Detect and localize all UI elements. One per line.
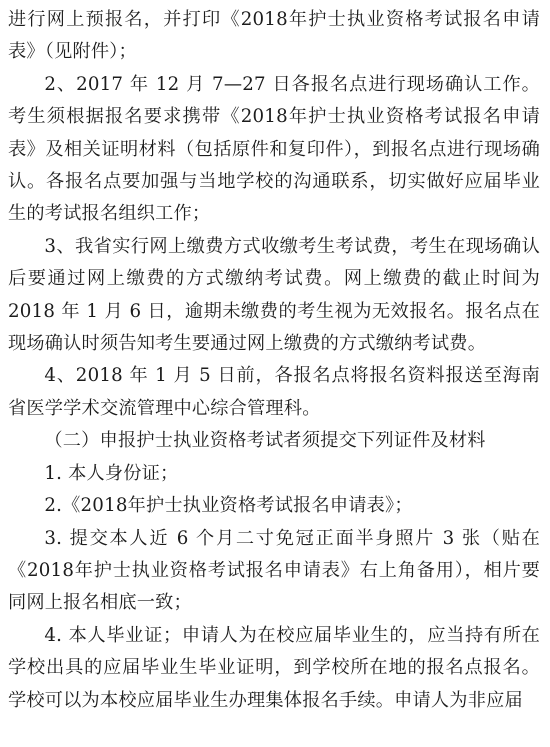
list-item-photos: 3. 提交本人近 6 个月二寸免冠正面半身照片 3 张（贴在《2018年护士执业资格考试报名申请表》右上角备用），相片要同网上报名相底一致； [8, 527, 540, 614]
paragraph-item-2: 2、2017 年 12 月 7—27 日各报名点进行现场确认工作。考生须根据报名要求携带《2018年护士执业资格考试报名申请表》及相关证明材料（包括原件和复印件），到报名点进行现场确认。各报名点要加强与当地学校的沟通联系，切实做好应届毕业生的考试报名组织工作； [8, 73, 540, 225]
list-item-application-form: 2.《2018年护士执业资格考试报名申请表》； [44, 495, 413, 517]
paragraph-continuation: 进行网上预报名，并打印《2018年护士执业资格考试报名申请表》（见附件）； [8, 9, 540, 63]
list-item-id-card: 1. 本人身份证； [44, 462, 179, 484]
paragraph-item-3: 3、我省实行网上缴费方式收缴考生考试费，考生在现场确认后要通过网上缴费的方式缴纳考试费。网上缴费的截止时间为 2018 年 1 月 6 日，逾期未缴费的考生视为无效报名。报名点在现场确认时须告知考生要通过网上缴费的方式缴纳考试费。 [8, 235, 540, 355]
paragraph-item-4: 4、2018 年 1 月 5 日前，各报名点将报名资料报送至海南省医学学术交流管理中心综合管理科。 [8, 365, 540, 419]
section-heading: （二）申报护士执业资格考试者须提交下列证件及材料 [44, 430, 486, 452]
list-item-diploma: 4. 本人毕业证；申请人为在校应届毕业生的，应当持有所在学校出具的应届毕业生毕业证明，到学校所在地的报名点报名。学校可以为本校应届毕业生办理集体报名手续。申请人为非应届 [8, 624, 540, 711]
